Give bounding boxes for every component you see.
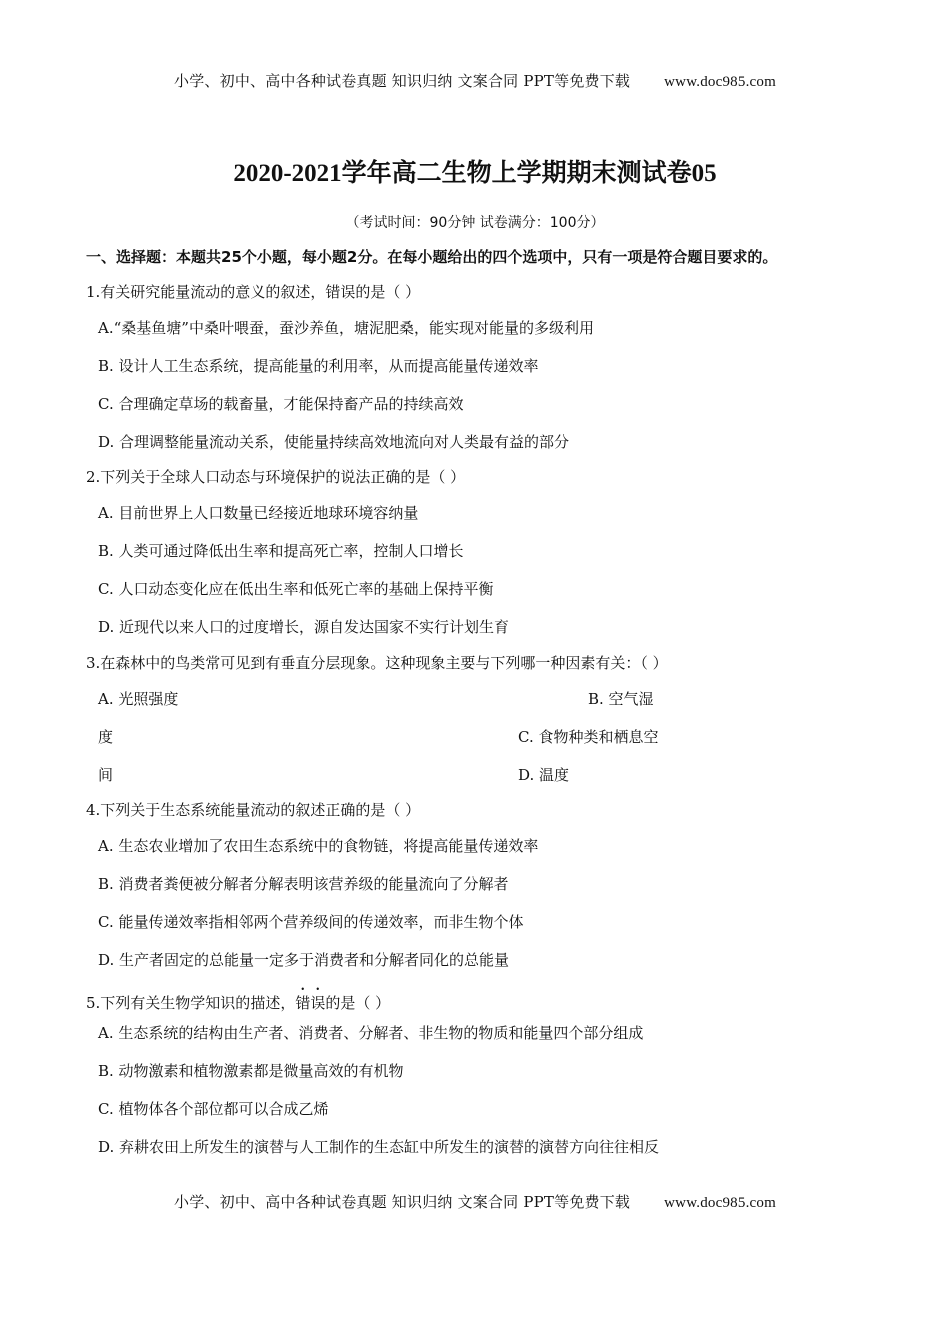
section-heading: 一、选择题：本题共25个小题，每小题2分。在每小题给出的四个选项中，只有一项是符合题目要求的。 — [86, 248, 778, 266]
header-site-link[interactable]: www.doc985.com — [664, 74, 776, 90]
question-2-option-b: B. 人类可通过降低出生率和提高死亡率，控制人口增长 — [98, 542, 464, 560]
question-4-option-d: D. 生产者固定的总能量一定多于消费者和分解者同化的总能量 — [98, 951, 510, 969]
question-3-option-a: A. 光照强度 — [98, 690, 179, 708]
question-1-option-b: B. 设计人工生态系统，提高能量的利用率，从而提高能量传递效率 — [98, 357, 539, 375]
question-4-option-c: C. 能量传递效率指相邻两个营养级间的传递效率，而非生物个体 — [98, 913, 524, 931]
question-3-option-d: D. 温度 — [518, 766, 570, 784]
question-3-option-c: C. 食物种类和栖息空 — [518, 728, 659, 746]
exam-subtitle: （考试时间：90分钟 试卷满分：100分） — [345, 215, 605, 231]
page-header — [0, 70, 950, 91]
question-3-option-b-wrap: 度 — [98, 728, 114, 746]
question-5-stem-pre: 5.下列有关生物学知识的描述， — [86, 994, 296, 1012]
question-2-option-d: D. 近现代以来人口的过度增长，源自发达国家不实行计划生育 — [98, 618, 510, 636]
question-1-option-c: C. 合理确定草场的载畜量，才能保持畜产品的持续高效 — [98, 395, 464, 413]
footer-site-link[interactable]: www.doc985.com — [664, 1195, 776, 1211]
question-2-stem: 2.下列关于全球人口动态与环境保护的说法正确的是（ ） — [86, 468, 466, 486]
question-1-option-a: A.“桑基鱼塘”中桑叶喂蚕，蚕沙养鱼，塘泥肥桑，能实现对能量的多级利用 — [98, 319, 594, 337]
footer-text: 小学、初中、高中各种试卷真题 知识归纳 文案合同 PPT等免费下载 — [174, 1193, 631, 1211]
question-5-option-a: A. 生态系统的结构由生产者、消费者、分解者、非生物的物质和能量四个部分组成 — [98, 1024, 644, 1042]
question-5-option-c: C. 植物体各个部位都可以合成乙烯 — [98, 1100, 329, 1118]
question-5-emphasis: 错误 — [295, 994, 326, 1012]
question-5-option-d: D. 弃耕农田上所发生的演替与人工制作的生态缸中所发生的演替的演替方向往往相反 — [98, 1138, 660, 1156]
page-footer — [0, 1191, 950, 1212]
question-2-option-a: A. 目前世界上人口数量已经接近地球环境容纳量 — [98, 504, 419, 522]
question-3-option-c-wrap: 间 — [98, 766, 114, 784]
question-4-stem: 4.下列关于生态系统能量流动的叙述正确的是（ ） — [86, 801, 421, 819]
question-3-option-b: B. 空气湿 — [588, 690, 654, 708]
question-4-option-a: A. 生态农业增加了农田生态系统中的食物链，将提高能量传递效率 — [98, 837, 539, 855]
question-3-stem: 3.在森林中的鸟类常可见到有垂直分层现象。这种现象主要与下列哪一种因素有关：（ ） — [86, 654, 668, 672]
question-5-stem — [86, 985, 390, 1013]
exam-title: 2020-2021学年高二生物上学期期末测试卷05 — [233, 160, 717, 187]
question-1-stem: 1.有关研究能量流动的意义的叙述，错误的是（ ） — [86, 283, 421, 301]
question-1-option-d: D. 合理调整能量流动关系，使能量持续高效地流向对人类最有益的部分 — [98, 433, 570, 451]
header-text: 小学、初中、高中各种试卷真题 知识归纳 文案合同 PPT等免费下载 — [174, 72, 631, 90]
question-5-option-b: B. 动物激素和植物激素都是微量高效的有机物 — [98, 1062, 404, 1080]
question-5-stem-post: 的是（ ） — [325, 994, 391, 1012]
question-2-option-c: C. 人口动态变化应在低出生率和低死亡率的基础上保持平衡 — [98, 580, 494, 598]
question-4-option-b: B. 消费者粪便被分解者分解表明该营养级的能量流向了分解者 — [98, 875, 509, 893]
